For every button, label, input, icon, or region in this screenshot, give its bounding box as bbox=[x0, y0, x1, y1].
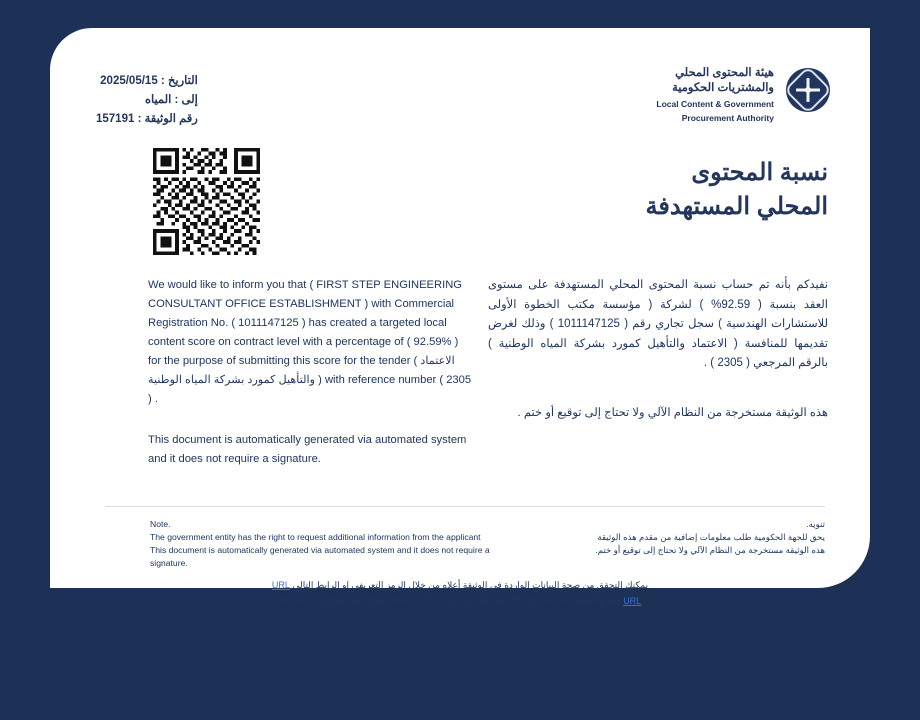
brand-arabic-line1: هيئة المحتوى المحلي bbox=[675, 67, 774, 79]
body-english-p1-part-a: We would like to inform you that ( FIRST STEP ENGINEERING CONSULTANT OFFICE ESTABLISHMENT ) with Commercial Registration No. ( 1011147125 ) has created a targeted local content score on contract level with a percentage of ( 92.59% ) for the purpose of submitting this score for the tender ( bbox=[148, 279, 462, 367]
body-arabic bbox=[488, 276, 828, 423]
body-english-paragraph-2: This document is automatically generated via automated system and it does not require a signature. bbox=[148, 434, 467, 465]
body-english-p1-part-b: ) with reference number ( 2305 ) . bbox=[148, 374, 472, 405]
body-arabic-paragraph-1: نفيدكم بأنه تم حساب نسبة المحتوى المحلي المستهدفة على مستوى العقد بنسبة ( 92.59% ) لشركة ( مؤسسة مكتب الخطوة الأولى للاستشارات الهندسية ) سجل تجاري رقم ( 1011147125 ) وذلك لغرض تقديمها للمنافسة ( الاعتماد والتأهيل كمورد بشركة المياه الوطنية ) بالرقم المرجعي ( 2305 ) . bbox=[488, 279, 828, 369]
footer-divider bbox=[105, 506, 825, 507]
body-english bbox=[148, 276, 473, 469]
qr-code-icon[interactable] bbox=[153, 148, 260, 255]
page-title-line2: المحلي المستهدفة bbox=[645, 193, 828, 220]
body-english-paragraph-1 bbox=[148, 276, 473, 409]
validation-arabic-link[interactable]: URL bbox=[271, 580, 290, 590]
validation-arabic-text: يمكنك التحقق من صحة البيانات الواردة في الوثيقة أعلاه من خلال الرمز التعريفي او الرابط التالي bbox=[292, 580, 649, 590]
footer-note-english-title: Note. bbox=[150, 519, 171, 529]
brand-text bbox=[656, 66, 774, 124]
page-title bbox=[408, 156, 828, 224]
page-title-line1: نسبة المحتوى bbox=[691, 159, 828, 186]
body-english-p1-arabic-tender: الاعتماد والتأهيل كمورد بشركة المياه الوطنية bbox=[148, 355, 455, 386]
validation-english-text: You can validate the information in this document via the QR code or the following link bbox=[278, 596, 621, 606]
validation-english-link[interactable]: URL bbox=[623, 596, 642, 606]
footer-note-arabic-line1: يحق للجهة الحكومية طلب معلومات إضافية من مقدم هذه الوثيقة bbox=[597, 532, 825, 542]
brand-english-line2: Procurement Authority bbox=[681, 113, 774, 123]
footer-note-english-line1: The government entity has the right to request additional information from the applicant bbox=[150, 532, 481, 542]
footer-note-english bbox=[150, 518, 500, 570]
brand-english-line1: Local Content & Government bbox=[656, 99, 774, 109]
meta-document-number: رقم الوثيقة : 157191 bbox=[96, 113, 198, 125]
authority-brand bbox=[656, 66, 830, 124]
certificate-page bbox=[50, 28, 870, 606]
validation-block bbox=[50, 577, 870, 609]
meta-date: التاريخ : 2025/05/15 bbox=[100, 75, 198, 87]
brand-arabic-line2: والمشتريات الحكومية bbox=[672, 82, 774, 94]
validation-english bbox=[50, 593, 870, 609]
lcgpa-logo-icon bbox=[786, 68, 830, 112]
document-header bbox=[50, 28, 870, 143]
footer-note-arabic-title: تنويه. bbox=[806, 519, 825, 529]
document-meta bbox=[96, 72, 198, 129]
meta-recipient: إلى : المياه bbox=[144, 94, 198, 106]
footer-note-arabic bbox=[505, 518, 825, 557]
body-arabic-paragraph-2: هذه الوثيقة مستخرجة من النظام الآلي ولا تحتاج إلى توقيع أو ختم . bbox=[517, 406, 828, 419]
footer-note-english-line2: This document is automatically generated via automated system and it does not require a signature. bbox=[150, 545, 490, 568]
validation-arabic bbox=[50, 577, 870, 593]
footer-note-arabic-line2: هذه الوثيقة مستخرجة من النظام الآلي ولا تحتاج إلى توقيع أو ختم. bbox=[595, 545, 825, 555]
